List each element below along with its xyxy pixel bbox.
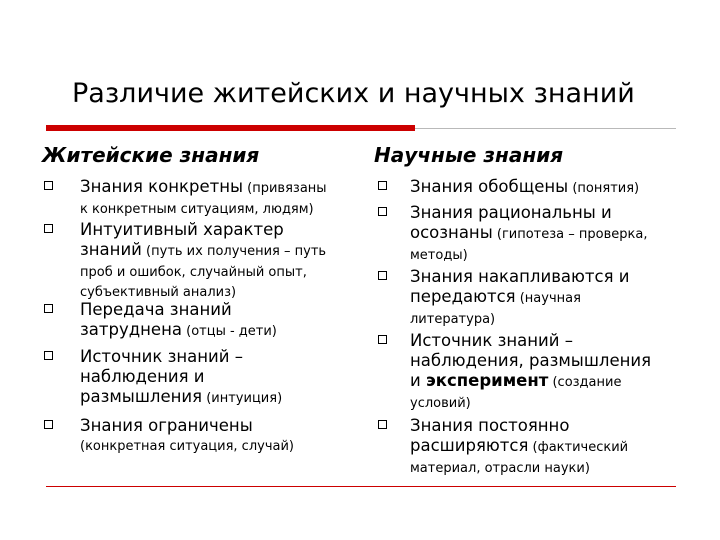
square-bullet-icon: [378, 207, 387, 216]
square-bullet-icon: [378, 420, 387, 429]
square-bullet-icon: [378, 271, 387, 280]
title-accent-bar: [46, 125, 415, 131]
square-bullet-icon: [44, 304, 53, 313]
square-bullet-icon: [378, 335, 387, 344]
bottom-divider-line: [46, 486, 676, 487]
square-bullet-icon: [44, 181, 53, 190]
right-column-heading: Научные знания: [374, 143, 564, 167]
slide-title: Различие житейских и научных знаний: [72, 78, 635, 109]
square-bullet-icon: [378, 181, 387, 190]
square-bullet-icon: [44, 351, 53, 360]
left-column-heading: Житейские знания: [42, 143, 260, 167]
square-bullet-icon: [44, 224, 53, 233]
square-bullet-icon: [44, 420, 53, 429]
